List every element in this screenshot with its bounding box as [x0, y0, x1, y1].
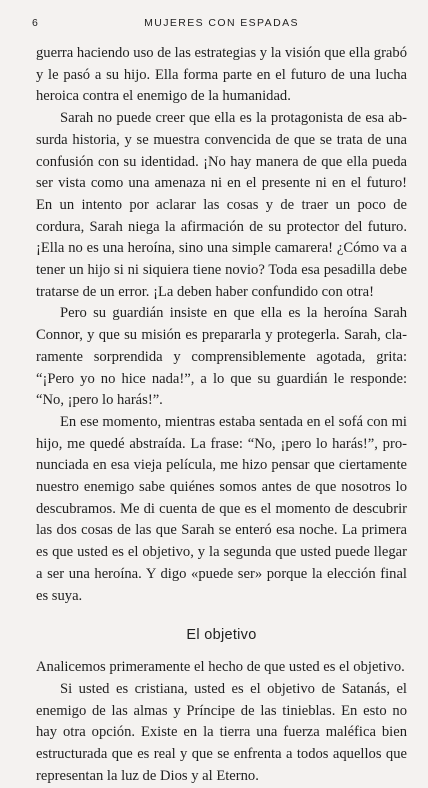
page-number: 6	[32, 17, 40, 29]
book-page	[32, 0, 407, 784]
paragraph: Sarah no puede creer que ella es la protagonista de esa absurda historia, y se muestra convencida de que se trata de una confusión con su identidad. ¡No hay manera de que ella pueda ser vista como una amenaza ni en el presente ni en el futuro! En un intento por aclarar las cosas y de traer un poco de cordura, Sarah niega la afirmación de su protector del futuro. ¡Ella no es una heroína, sino una simple camarera! ¿Cómo va a tener un hijo si ni siquiera tiene novio? Toda esa pesadilla debe tratarse de un error. ¡La deben haber confundido con otra!	[36, 110, 407, 300]
paragraph: Pero su guardián insiste en que ella es la heroína Sarah Connor, y que su misión es prepararla y protegerla. Sarah, claramente sorprendida y comprensiblemente agotada, grita: “¡Pero yo no hice nada!”, a lo que su guardián le responde: “No, ¡pero lo harás!”.	[36, 305, 407, 409]
paragraph: Analicemos primeramente el hecho de que usted es el objetivo.	[36, 659, 405, 676]
paragraph: Si usted es cristiana, usted es el objetivo de Satanás, el enemigo de las almas y Príncipe de las tinieblas. En esto no hay otra opción. Existe en la tierra una fuerza maléfica bien estructurada que es real y que se enfrenta a todos aquellos que representan la luz de Dios y al Eterno.	[36, 680, 407, 784]
running-head	[32, 17, 407, 33]
book-title: MUJERES CON ESPADAS	[144, 17, 299, 29]
paragraph: En ese momento, mientras estaba sentada en el sofá con mi hijo, me quedé abstraída. La frase: “No, ¡pero lo harás!”, pronunciada en esa vieja película, me hizo pensar que ciertamente nuestro enemigo sabe quiénes somos antes de que nosotros lo descubramos. Me di cuenta de que es el momento de descubrir las dos cosas de las que Sarah se enteró esa noche. La primera es que usted es el objetivo, y la segunda que usted puede llegar a ser una heroína. Y digo «puede ser» porque la elección final es suya.	[36, 413, 407, 604]
section-heading: El objetivo	[186, 627, 257, 644]
paragraph: guerra haciendo uso de las estrategias y la visión que ella grabó y le pasó a su hijo. Ella forma parte en el futuro de una lucha heroica contra el enemigo de la humanidad.	[36, 45, 407, 105]
body-text	[36, 43, 407, 788]
